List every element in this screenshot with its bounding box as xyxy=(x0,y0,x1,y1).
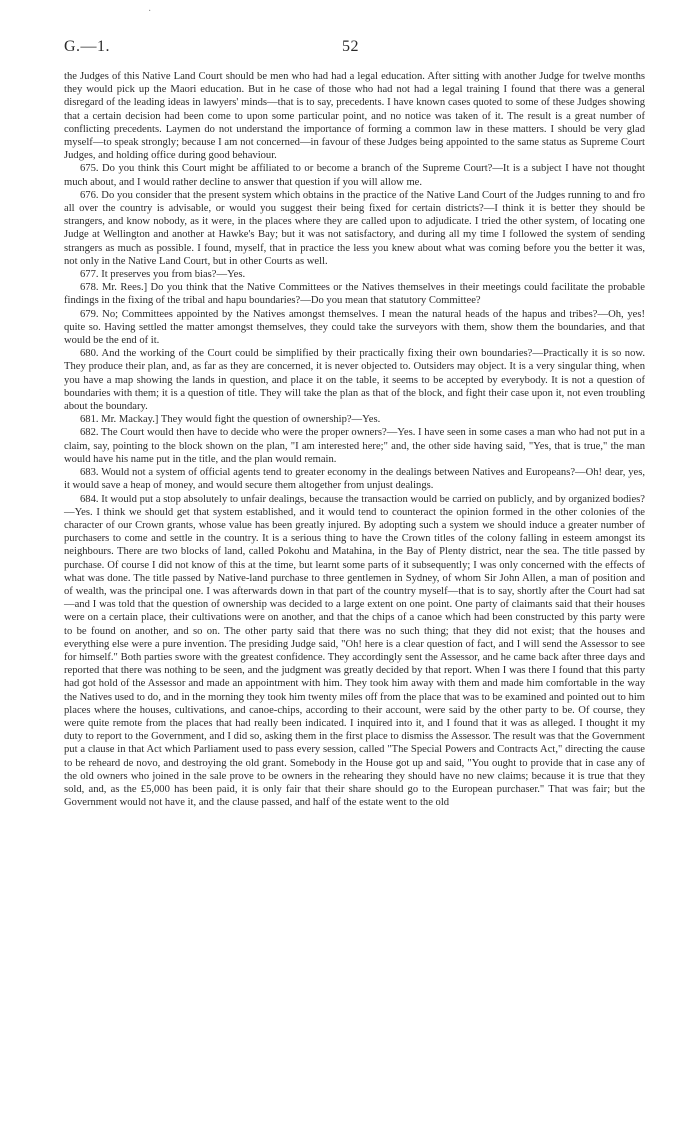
page-mark: · xyxy=(148,6,152,17)
question-680: 680. And the working of the Court could be simplified by their practically fixing their own boundaries?—Practically it is so now. They produce their plan, and, as far as they are concerned, it is never objected to. Outsiders may object. It is a very singular thing, when you have a map showing the lands in question, and place it on the table, it seems to be accepted by everybody. It is not a question of boundaries with them; it is a question of title. They will take the plan as that of the block, and fight their case upon it, not even troubling about the boundary. xyxy=(64,348,645,413)
question-681: 681. Mr. Mackay.] They would fight the question of ownership?—Yes. xyxy=(80,414,381,426)
question-675: 675. Do you think this Court might be affiliated to or become a branch of the Supreme Court?—It is a subject I have not thought much about, and I would rather decline to answer that question if you will allow me. xyxy=(64,163,645,188)
question-676: 676. Do you consider that the present system which obtains in the practice of the Native Land Court of the Judges running to and fro all over the country is advisable, or would you suggest their being fixed for certain districts?—I think it is better they should be strangers, and know nobody, as it were, in the places where they are called upon to adjudicate. I tried the other system, of locating one Judge at Wellington and another at Hawke's Bay; but it was not satisfactory, and during all my time I followed the system of sending strangers as much as possible. I found, myself, that in practice the less you knew about what was coming before you the better it was, not only in the Native Land Court, but in other Courts as well. xyxy=(64,189,645,267)
body-text xyxy=(64,70,645,809)
question-679: 679. No; Committees appointed by the Natives amongst themselves. I mean the natural heads of the hapus and tribes?—Oh, yes! quite so. Having settled the matter amongst themselves, they could take the surveyors with them, show them the boundaries, and that would be the end of it. xyxy=(64,308,645,347)
question-677: 677. It preserves you from bias?—Yes. xyxy=(80,269,246,281)
question-683: 683. Would not a system of official agents tend to greater economy in the dealings between Natives and Europeans?—Oh! dear, yes, it would save a heap of money, and would secure them altogether from unjust dealings. xyxy=(64,467,645,492)
question-678: 678. Mr. Rees.] Do you think that the Native Committees or the Natives themselves in their meetings could facilitate the probable findings in the fixing of the tribal and hapu boundaries?—Do you mean that statutory Committee? xyxy=(64,282,645,307)
question-682: 682. The Court would then have to decide who were the proper owners?—Yes. I have seen in some cases a man who had not put in a claim, say, pointing to the block shown on the plan, "I am interested here;" and, the other side having said, "Yes, that is true," the man would have his name put in the title, and the plan would remain. xyxy=(64,427,645,465)
paragraph-continuation: the Judges of this Native Land Court should be men who had had a legal education. After sitting with another Judge for twelve months they would pick up the Maori education. But in he case of those who had not had a legal training I found that there was a general disregard of the leading ideas in lawyers' minds—that is to say, precedents. I have known cases quoted to some of these Judges showing that a certain decision had been come to upon some particular point, and no notice was taken of it. The result is a great number of conflicting precedents. Laymen do not understand the importance of forming a common law in these matters. I should be very glad myself—to speak strongly; because I am not concerned—in favour of these Judges being appointed to the same status as Supreme Court Judges, and holding office during good behaviour. xyxy=(64,71,645,162)
question-684: 684. It would put a stop absolutely to unfair dealings, because the transaction would be carried on publicly, and by organized bodies?—Yes. I think we should get that system established, and it would tend to counteract the opinion formed in the other colonies of the character of our Crown grants, whose value has been greatly injured. By adopting such a system we should induce a greater number of purchasers to come and settle in the country. It is a serious thing to have the Crown titles of the colony falling in esteem amongst its neighbours. There are two blocks of land, called Pokohu and Matahina, in the Bay of Plenty district, near the sea. The title passed by purchase. Of course I did not know of this at the time, but learnt some parts of it subsequently; I was only concerned with the effects of what was done. The title passed by Native-land purchase to three gentlemen in Sydney, of whom Sir John Allen, a man of position and of wealth, was the principal one. I was afterwards down in that part of the country myself—that is to say, shortly after the Court had sat—and I was told that the question of ownership was decided to a large extent on one point. One party of claimants said that their houses were on a certain place, their cultivations were on another, and that the chips of a canoe which had been constructed by this party were to be found on another, and so on. The other party said that there was no such thing; that they did not exist; that the houses and everything else were a pure invention. The presiding Judge said, "Oh! here is a clear question of fact, and I will send the Assessor to see for himself." Both parties swore with the greatest confidence. They accordingly sent the Assessor, and he came back after three days and reported that there was nothing to be seen, and the judgment was greatly decided by that report. When I was there I found that this party had got hold of the Assessor and made an appointment with him. They took him away with them and made him comfortable in the way the Natives used to do, and in the morning they took him twenty miles off from the place that was to be examined and pointed out to him places where the houses, cultivations, and canoe-chips, according to their account, were said by the other party to be. Of course, they were quite remote from the places that had really been indicated. I inquired into it, and I found that it was as alleged. I thought it my duty to report to the Government, and I did so, asking them in the first place to dismiss the Assessor. The result was that the Government put a clause in that Act which Parliament used to pass every session, called "The Special Powers and Contracts Act," directing the cause to be reheard de novo, and destroying the old grant. Somebody in the House got up and said, "You ought to provide that in case any of the old owners who joined in the sale prove to be owners in the rehearing they should have no new claims; because it is true that they sold, and, as the £5,000 has been paid, it is only fair that their share should go to the European purchaser." That was fair; but the Government would not have it, and the clause passed, and half of the estate went to the old xyxy=(64,493,645,809)
page-header xyxy=(64,38,644,58)
document-reference: G.—1. xyxy=(64,38,111,55)
page-number: 52 xyxy=(342,38,359,55)
